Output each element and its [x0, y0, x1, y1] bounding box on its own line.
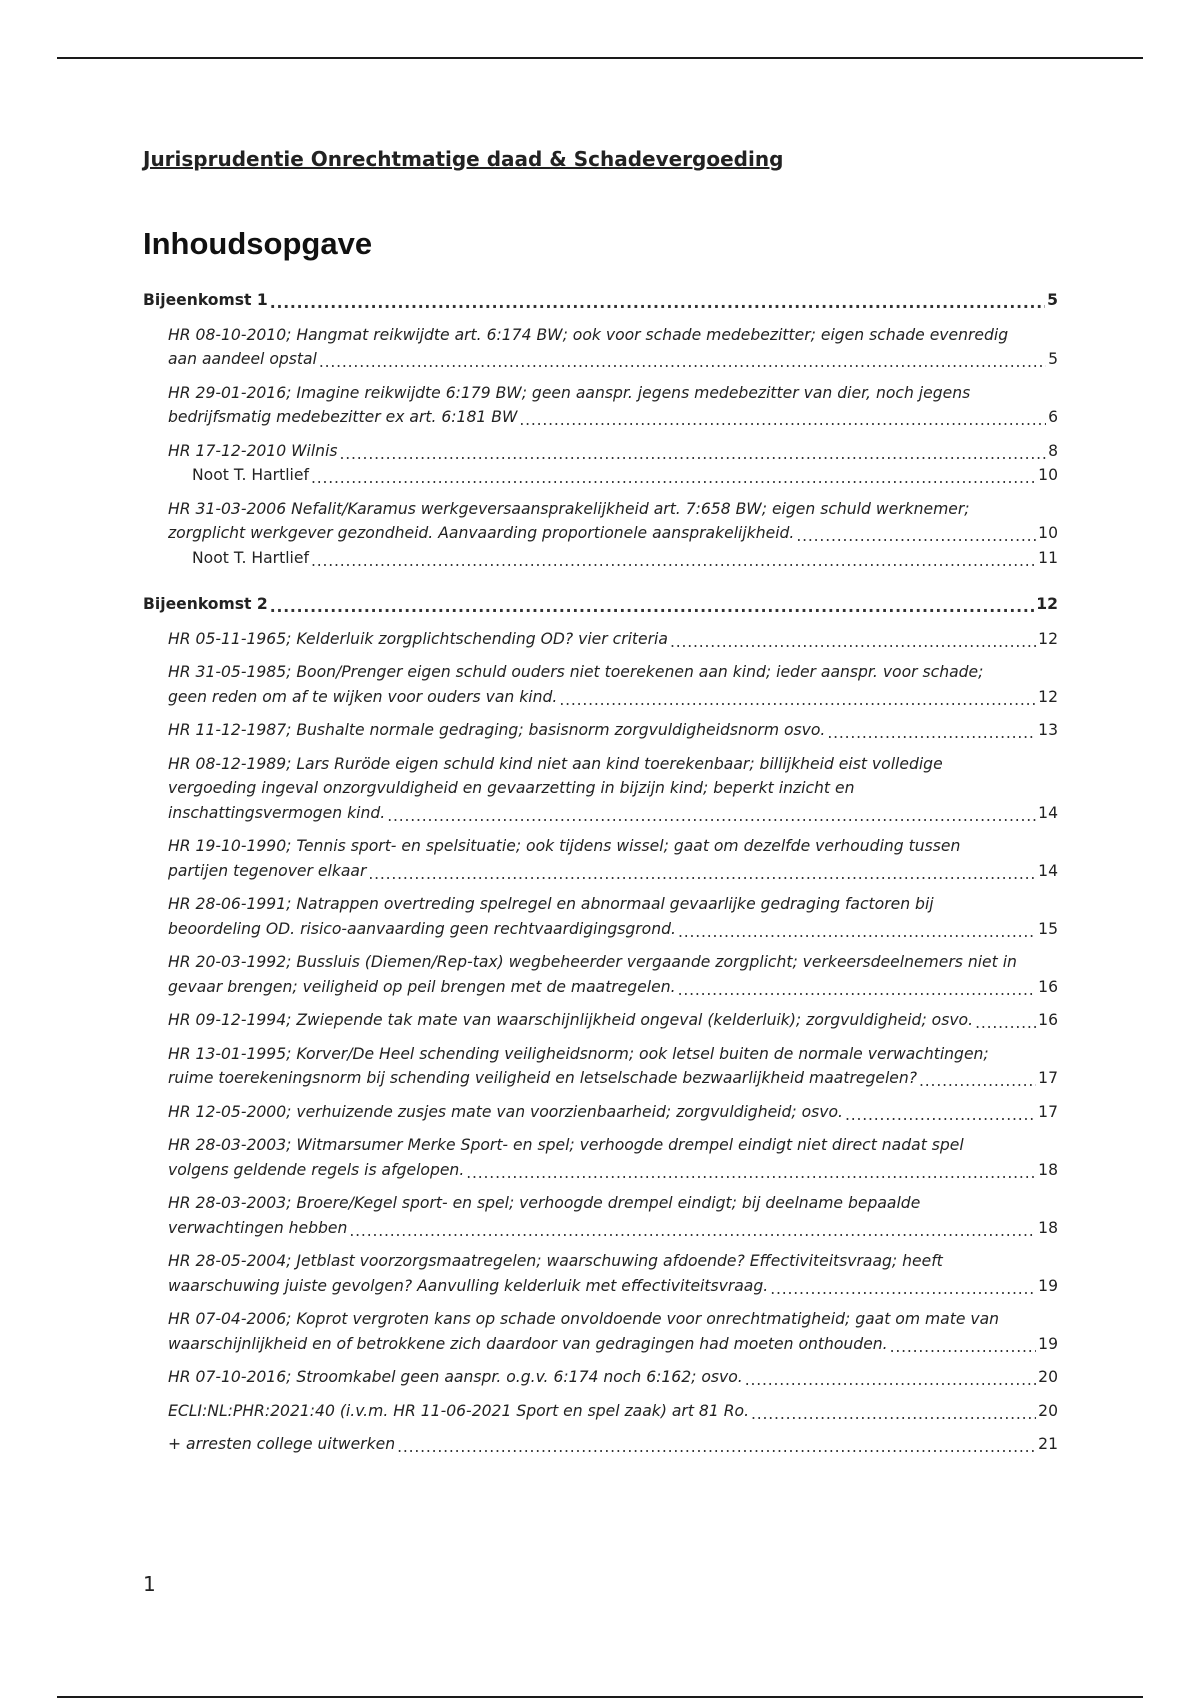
toc-entry-witmarsumer-merke[interactable] — [143, 1133, 1058, 1182]
footer-rule — [57, 1696, 1143, 1698]
toc-page-number: 14 — [1036, 859, 1058, 884]
page-number: 1 — [143, 1572, 156, 1596]
toc-entry-text: HR 13-01-1995; Korver/De Heel schending veiligheidsnorm; ook letsel buiten de normale verwachtingen; — [168, 1044, 989, 1063]
toc-entry-jetblast[interactable] — [143, 1249, 1058, 1298]
toc-entry-natrappen[interactable] — [143, 892, 1058, 941]
toc-page-number: 12 — [1036, 685, 1058, 710]
toc-entry-text: HR 07-10-2016; Stroomkabel geen aanspr. o.g.v. 6:174 noch 6:162; osvo. ..... — [168, 1368, 745, 1386]
toc-entry-text: waarschuwing juiste gevolgen? Aanvulling kelderluik met effectiviteitsvraag. ..... — [168, 1277, 770, 1295]
toc-section-bijeenkomst-1[interactable] — [143, 288, 1058, 313]
toc-entry-broere-kegel[interactable] — [143, 1191, 1058, 1240]
toc-page-number: 6 — [1046, 405, 1058, 430]
toc-entry-wilnis[interactable] — [143, 439, 1058, 464]
toc-page-number: 10 — [1036, 521, 1058, 546]
toc-entry-text: HR 19-10-1990; Tennis sport- en spelsituatie; ook tijdens wissel; gaat om dezelfde verhouding tussen — [168, 837, 961, 855]
toc-page-number: 20 — [1036, 1399, 1058, 1424]
toc-page-number: 5 — [1045, 288, 1058, 313]
toc-entry-nefalit-karamus[interactable] — [143, 497, 1058, 546]
toc-page-number: 18 — [1036, 1216, 1058, 1241]
toc-entry-kelderluik[interactable] — [143, 627, 1058, 652]
toc-note-text: Noot T. Hartlief ..... — [192, 466, 311, 484]
toc-note-hartlief[interactable] — [143, 463, 1058, 488]
toc-page-number: 18 — [1036, 1158, 1058, 1183]
toc-page-number: 21 — [1036, 1432, 1058, 1457]
toc-entry-text: HR 29-01-2016; Imagine reikwijdte 6:179 BW; geen aanspr. jegens medebezitter van dier, noch jegens — [168, 383, 971, 402]
toc-entry-text: partijen tegenover elkaar ..... — [168, 862, 368, 880]
toc-entry-arresten-college[interactable] — [143, 1432, 1058, 1457]
toc-entry-text: HR 28-03-2003; Broere/Kegel sport- en spel; verhoogde drempel eindigt; bij deelname bepaalde — [168, 1194, 921, 1212]
toc-entry-hangmat[interactable] — [143, 323, 1058, 372]
toc-page-number: 16 — [1036, 1008, 1058, 1033]
toc-entry-koprot[interactable] — [143, 1307, 1058, 1356]
toc-entry-text: HR 28-06-1991; Natrappen overtreding spelregel en abnormaal gevaarlijke gedraging factoren bij — [168, 895, 934, 913]
toc-entry-text: volgens geldende regels is afgelopen. ..... — [168, 1161, 466, 1179]
toc-entry-text: verwachtingen hebben ..... — [168, 1219, 349, 1237]
toc-entry-bushalte[interactable] — [143, 718, 1058, 743]
toc-entry-text: HR 31-03-2006 Nefalit/Karamus werkgeversaansprakelijkheid art. 7:658 BW; eigen schuld werknemer; — [168, 499, 970, 518]
toc-page-number: 17 — [1036, 1100, 1058, 1125]
toc-entry-lars-rurode[interactable] — [143, 752, 1058, 826]
toc-entry-text: HR 31-05-1985; Boon/Prenger eigen schuld ouders niet toerekenen aan kind; ieder aanspr. voor schade; — [168, 663, 984, 681]
toc-entry-text: gevaar brengen; veiligheid op peil brengen met de maatregelen. ..... — [168, 978, 678, 996]
toc-entry-text: HR 09-12-1994; Zwiepende tak mate van waarschijnlijkheid ongeval (kelderluik); zorgvuldigheid; osvo. ..... — [168, 1011, 975, 1029]
toc-entry-text: vergoeding ingeval onzorgvuldigheid en gevaarzetting in bijzijn kind; beperkt inzicht en — [168, 779, 855, 797]
toc-page-number: 11 — [1036, 546, 1058, 571]
toc-entry-text: HR 08-10-2010; Hangmat reikwijdte art. 6:174 BW; ook voor schade medebezitter; eigen schade evenredig — [168, 325, 1009, 344]
toc-entry-text: HR 12-05-2000; verhuizende zusjes mate van voorzienbaarheid; zorgvuldigheid; osvo. ..... — [168, 1103, 845, 1121]
toc-entry-text: inschattingsvermogen kind. ..... — [168, 804, 387, 822]
toc-entry-text: zorgplicht werkgever gezondheid. Aanvaarding proportionele aansprakelijkheid. ..... — [168, 524, 796, 542]
toc-entry-text: HR 28-05-2004; Jetblast voorzorgsmaatregelen; waarschuwing afdoende? Effectiviteitsvraag; heeft — [168, 1252, 943, 1270]
toc-page-number: 15 — [1036, 917, 1058, 942]
toc-page-number: 14 — [1036, 801, 1058, 826]
toc-page-number: 16 — [1036, 975, 1058, 1000]
toc-page-number: 17 — [1036, 1066, 1058, 1091]
toc-entry-text: ECLI:NL:PHR:2021:40 (i.v.m. HR 11-06-2021 Sport en spel zaak) art 81 Ro. ..... — [168, 1402, 751, 1420]
toc-section-label: Bijeenkomst 2 ..... — [143, 595, 270, 613]
toc-entry-text: waarschijnlijkheid en of betrokkene zich daardoor van gedragingen had moeten onthouden. ..... — [168, 1335, 890, 1353]
toc-entry-text: HR 17-12-2010 Wilnis ..... — [168, 442, 340, 460]
toc-page-number: 20 — [1036, 1365, 1058, 1390]
toc-entry-bussluis[interactable] — [143, 950, 1058, 999]
toc-page-number: 19 — [1036, 1274, 1058, 1299]
document-title: Jurisprudentie Onrechtmatige daad & Schadevergoeding — [143, 147, 784, 171]
toc-entry-text: HR 28-03-2003; Witmarsumer Merke Sport- en spel; verhoogde drempel eindigt niet direct nadat spel — [168, 1136, 964, 1154]
toc-entry-text: HR 11-12-1987; Bushalte normale gedraging; basisnorm zorgvuldigheidsnorm osvo. ..... — [168, 721, 827, 739]
toc-entry-verhuizende-zusjes[interactable] — [143, 1100, 1058, 1125]
toc-section-label: Bijeenkomst 1 ..... — [143, 291, 270, 309]
toc-page-number: 12 — [1034, 592, 1058, 617]
toc-entry-text: ruime toerekeningsnorm bij schending veiligheid en letselschade bezwaarlijkheid maatregelen? ..... — [168, 1069, 919, 1087]
toc-heading: Inhoudsopgave — [143, 226, 373, 261]
toc-page-number: 13 — [1036, 718, 1058, 743]
toc-entry-text: HR 07-04-2006; Koprot vergroten kans op schade onvoldoende voor onrechtmatigheid; gaat om mate van — [168, 1310, 1000, 1328]
toc-entry-korver-de-heel[interactable] — [143, 1042, 1058, 1091]
toc-note-text: Noot T. Hartlief ..... — [192, 549, 311, 567]
toc-entry-text: bedrijfsmatig medebezitter ex art. 6:181 BW ..... — [168, 408, 519, 426]
header-rule — [57, 57, 1143, 59]
toc-entry-text: HR 08-12-1989; Lars Ruröde eigen schuld kind niet aan kind toerekenbaar; billijkheid eist volledige — [168, 754, 943, 773]
toc-entry-text: HR 20-03-1992; Bussluis (Diemen/Rep-tax) wegbeheerder vergaande zorgplicht; verkeersdeelnemers niet in — [168, 953, 1017, 971]
toc-entry-text: + arresten college uitwerken ..... — [168, 1435, 397, 1453]
toc-entry-zwiepende-tak[interactable] — [143, 1008, 1058, 1033]
toc-entry-stroomkabel[interactable] — [143, 1365, 1058, 1390]
toc-page-number: 19 — [1036, 1332, 1058, 1357]
toc-entry-ecli-phr-2021-40[interactable] — [143, 1399, 1058, 1424]
toc-page-number: 12 — [1036, 627, 1058, 652]
toc-page-number: 8 — [1046, 439, 1058, 464]
toc-entry-text: HR 05-11-1965; Kelderluik zorgplichtschending OD? vier criteria ..... — [168, 630, 670, 648]
toc-note-hartlief[interactable] — [143, 546, 1058, 571]
toc-entry-text: aan aandeel opstal ..... — [168, 350, 319, 368]
toc-entry-imagine[interactable] — [143, 381, 1058, 430]
toc-entry-tennis[interactable] — [143, 834, 1058, 883]
table-of-contents — [143, 288, 1058, 1466]
toc-entry-text: beoordeling OD. risico-aanvaarding geen rechtvaardigingsgrond. ..... — [168, 920, 678, 938]
toc-page-number: 10 — [1036, 463, 1058, 488]
toc-entry-boon-prenger[interactable] — [143, 660, 1058, 709]
toc-page-number: 5 — [1046, 347, 1058, 372]
toc-section-bijeenkomst-2[interactable] — [143, 592, 1058, 617]
toc-entry-text: geen reden om af te wijken voor ouders van kind. ..... — [168, 688, 559, 706]
